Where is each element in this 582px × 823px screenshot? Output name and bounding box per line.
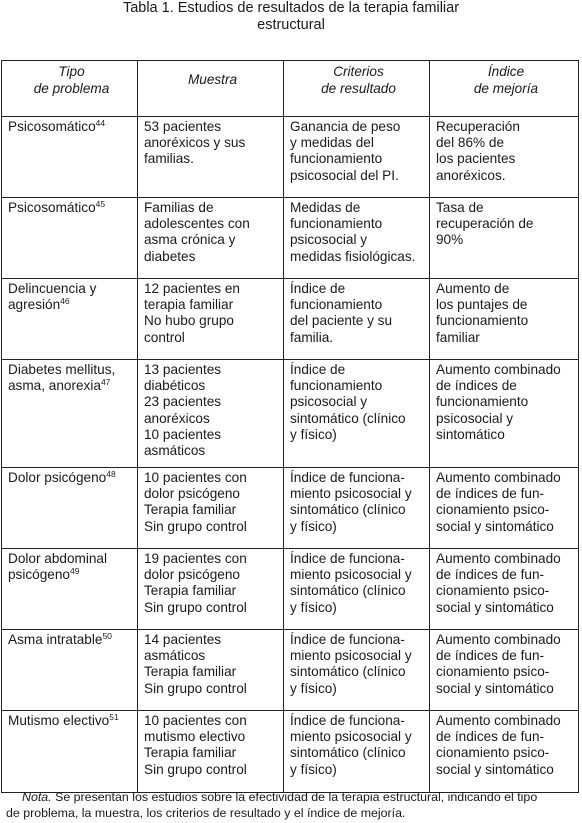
cell-text: Índice de funciona- — [290, 713, 405, 728]
cell-text: del paciente y su — [290, 313, 393, 329]
note-text: Se presentan los estudios sobre la efectividad de la terapia estructural, indicando el tipo — [51, 790, 538, 804]
problem-cell — [2, 630, 138, 711]
improvement-cell — [430, 360, 579, 468]
cell-text-line — [144, 713, 281, 729]
cell-text: cionamiento psico- — [436, 745, 550, 761]
cell-text: terapia familiar — [144, 297, 234, 313]
cell-text: Medidas de — [290, 200, 361, 215]
cell-text: social y sintomático — [436, 761, 554, 777]
cell-text: anoréxicos y sus — [144, 135, 246, 151]
cell-text-line — [436, 330, 576, 346]
cell-text-line — [290, 648, 427, 664]
cell-text-line — [290, 632, 427, 648]
cell-text: Recuperación — [436, 119, 520, 134]
cell-text-line — [290, 600, 427, 616]
table-row — [2, 360, 579, 468]
cell-text-line — [144, 330, 281, 346]
results-table — [1, 60, 579, 793]
cell-text-line — [436, 632, 576, 648]
cell-text: Aumento combinado — [436, 632, 561, 647]
cell-text: funcionamiento — [290, 151, 383, 167]
cell-text: Índice de funciona- — [290, 632, 405, 647]
cell-text-line — [436, 411, 576, 427]
cell-text: sintomático (clínico — [290, 502, 406, 518]
cell-text: Terapia familiar — [144, 745, 237, 761]
cell-text-line — [290, 297, 427, 313]
cell-text-line — [436, 600, 576, 616]
cell-text-line — [436, 729, 576, 745]
cell-text: social y sintomático — [436, 518, 554, 534]
cell-text: 10 pacientes con — [144, 470, 247, 485]
cell-text-line — [290, 713, 427, 729]
cell-text: Psicosomático — [8, 119, 96, 134]
cell-text: Terapia familiar — [144, 502, 237, 518]
header-text: Índice — [487, 64, 525, 79]
table-row — [2, 117, 579, 198]
cell-text: asmáticos — [144, 648, 206, 664]
sample-cell — [138, 198, 284, 279]
cell-text: 90% — [436, 232, 464, 248]
cell-text-line — [144, 583, 281, 599]
cell-text-line — [8, 362, 135, 378]
cell-text-line — [436, 362, 576, 378]
cell-text: familia. — [290, 329, 334, 345]
cell-text-line — [8, 551, 135, 567]
cell-text-line — [290, 729, 427, 745]
cell-text: 10 pacientes — [144, 426, 222, 442]
cell-text: funcionamiento — [290, 216, 383, 232]
criteria-cell — [284, 630, 430, 711]
cell-text: sintomático (clínico — [290, 583, 406, 599]
improvement-cell — [430, 711, 579, 793]
reference-superscript: 45 — [95, 199, 106, 209]
cell-text-line — [144, 443, 281, 459]
cell-text: de índices de fun- — [436, 567, 545, 583]
cell-text-line — [144, 216, 281, 232]
cell-text: asma crónica y — [144, 232, 236, 248]
cell-text: funcionamiento — [290, 378, 383, 394]
cell-text-line — [436, 394, 576, 410]
cell-text: dolor psicógeno — [144, 486, 240, 502]
cell-text: dolor psicógeno — [144, 567, 240, 583]
cell-text-line — [8, 378, 135, 394]
problem-cell — [2, 279, 138, 360]
cell-text: sintomático (clínico — [290, 410, 406, 426]
improvement-cell — [430, 468, 579, 549]
header-text: Criterios — [333, 64, 384, 79]
cell-text-line — [144, 135, 281, 151]
cell-text: de índices de fun- — [436, 648, 545, 664]
cell-text-line — [144, 632, 281, 648]
sample-cell — [138, 360, 284, 468]
table-row — [2, 198, 579, 279]
problem-cell — [2, 198, 138, 279]
cell-text-line — [436, 135, 576, 151]
cell-text-line — [290, 168, 427, 184]
table-row — [2, 630, 579, 711]
cell-text-line — [290, 745, 427, 761]
cell-text-line — [144, 551, 281, 567]
cell-text-line — [436, 486, 576, 502]
cell-text-line — [290, 249, 427, 265]
cell-text: psicosocial del PI. — [290, 167, 399, 183]
cell-text-line — [144, 745, 281, 761]
cell-text-line — [436, 232, 576, 248]
cell-text-line — [8, 713, 135, 729]
table-title-line-1: Tabla 1. Estudios de resultados de la terapia familiar — [122, 0, 460, 16]
cell-text: Dolor abdominal — [8, 551, 107, 566]
cell-text-line — [144, 681, 281, 697]
cell-text: familias. — [144, 151, 194, 167]
table-title — [0, 0, 582, 34]
cell-text: Sin grupo control — [144, 518, 247, 534]
problem-cell — [2, 117, 138, 198]
cell-text-line — [144, 411, 281, 427]
cell-text: de índices de — [436, 378, 517, 394]
sample-cell — [138, 711, 284, 793]
cell-text: diabéticos — [144, 378, 206, 394]
cell-text-line — [144, 470, 281, 486]
cell-text: Aumento combinado — [436, 470, 561, 485]
cell-text-line — [144, 394, 281, 410]
cell-text: familiar — [436, 329, 480, 345]
cell-text: Ganancia de peso — [290, 119, 401, 134]
cell-text: miento psicosocial y — [290, 486, 412, 502]
cell-text: y físico) — [290, 680, 337, 696]
criteria-cell — [284, 117, 430, 198]
cell-text-line — [8, 281, 135, 297]
cell-text: cionamiento psico- — [436, 664, 550, 680]
cell-text-line — [436, 502, 576, 518]
cell-text: psicosocial y — [290, 394, 368, 410]
table-note — [6, 789, 578, 821]
cell-text: cionamiento psico- — [436, 583, 550, 599]
problem-cell — [2, 549, 138, 630]
cell-text: medidas fisiológicas. — [290, 248, 416, 264]
note-label: Nota. — [22, 790, 52, 804]
cell-text: sintomático — [436, 426, 505, 442]
cell-text-line — [8, 632, 135, 648]
problem-cell — [2, 711, 138, 793]
cell-text: anoréxicos. — [436, 167, 506, 183]
cell-text-line — [144, 502, 281, 518]
cell-text-line — [144, 297, 281, 313]
cell-text: Aumento de — [436, 281, 510, 296]
cell-text-line — [436, 567, 576, 583]
reference-superscript: 48 — [106, 469, 116, 479]
cell-text: sintomático (clínico — [290, 664, 406, 680]
improvement-cell — [430, 549, 579, 630]
cell-text: 19 pacientes con — [144, 551, 247, 566]
cell-text: los pacientes — [436, 151, 516, 167]
header-text: Muestra — [187, 72, 238, 87]
cell-text-line — [436, 427, 576, 443]
cell-text-line — [436, 664, 576, 680]
cell-text-line — [436, 583, 576, 599]
cell-text: Diabetes mellitus, — [8, 362, 116, 377]
cell-text: miento psicosocial y — [290, 648, 412, 664]
cell-text-line — [290, 762, 427, 778]
cell-text-line — [436, 216, 576, 232]
cell-text-line — [290, 119, 427, 135]
cell-text-line — [144, 151, 281, 167]
cell-text: anoréxicos — [144, 410, 210, 426]
header-text: de problema — [33, 80, 110, 96]
cell-text-line — [144, 378, 281, 394]
cell-text: Aumento combinado — [436, 362, 561, 377]
cell-text-line — [144, 249, 281, 265]
cell-text-line — [8, 119, 135, 135]
cell-text-line — [144, 119, 281, 135]
sample-cell — [138, 117, 284, 198]
cell-text-line — [144, 200, 281, 216]
header-row — [2, 61, 579, 117]
cell-text-line — [436, 313, 576, 329]
improvement-cell — [430, 198, 579, 279]
reference-superscript: 50 — [102, 631, 112, 641]
cell-text: No hubo grupo — [144, 313, 234, 329]
sample-cell — [138, 468, 284, 549]
cell-text: Asma intratable — [8, 632, 103, 647]
cell-text-line — [290, 664, 427, 680]
header-text: de mejoría — [473, 80, 539, 96]
cell-text: cionamiento psico- — [436, 502, 550, 518]
cell-text-line — [290, 394, 427, 410]
cell-text-line — [436, 762, 576, 778]
cell-text: 13 pacientes — [144, 362, 222, 377]
cell-text-line — [8, 567, 135, 583]
criteria-cell — [284, 198, 430, 279]
cell-text: del 86% de — [436, 135, 505, 151]
cell-text: Índice de funciona- — [290, 470, 405, 485]
cell-text-line — [436, 713, 576, 729]
header-outcome-criteria — [284, 61, 430, 117]
cell-text: Familias de — [144, 200, 214, 215]
sample-cell — [138, 549, 284, 630]
sample-cell — [138, 630, 284, 711]
cell-text: psicosocial y — [290, 232, 368, 248]
cell-text-line — [436, 119, 576, 135]
cell-text: Terapia familiar — [144, 583, 237, 599]
cell-text-line — [290, 330, 427, 346]
cell-text: Sin grupo control — [144, 599, 247, 615]
cell-text: Terapia familiar — [144, 664, 237, 680]
cell-text-line — [436, 281, 576, 297]
cell-text: control — [144, 329, 185, 345]
cell-text-line — [290, 151, 427, 167]
cell-text: de índices de fun- — [436, 729, 545, 745]
cell-text: y físico) — [290, 761, 337, 777]
cell-text: y medidas del — [290, 135, 374, 151]
cell-text: Aumento combinado — [436, 551, 561, 566]
table-row — [2, 549, 579, 630]
cell-text: agresión — [8, 297, 61, 313]
cell-text-line — [290, 200, 427, 216]
cell-text: Índice de — [290, 362, 346, 377]
cell-text-line — [290, 519, 427, 535]
cell-text-line — [144, 313, 281, 329]
cell-text: y físico) — [290, 599, 337, 615]
cell-text-line — [290, 427, 427, 443]
cell-text-line — [144, 567, 281, 583]
table-row — [2, 711, 579, 793]
sample-cell — [138, 279, 284, 360]
cell-text-line — [144, 664, 281, 680]
reference-superscript: 47 — [100, 377, 111, 388]
cell-text: asmáticos — [144, 443, 206, 459]
cell-text: 10 pacientes con — [144, 713, 247, 728]
cell-text-line — [144, 729, 281, 745]
cell-text: Mutismo electivo — [8, 713, 110, 728]
cell-text-line — [290, 551, 427, 567]
cell-text-line — [144, 600, 281, 616]
improvement-cell — [430, 117, 579, 198]
cell-text: funcionamiento — [436, 394, 529, 410]
cell-text: los puntajes de — [436, 297, 528, 313]
header-improvement-index — [430, 61, 579, 117]
cell-text-line — [290, 502, 427, 518]
cell-text: Índice de — [290, 281, 346, 296]
criteria-cell — [284, 468, 430, 549]
cell-text: Dolor psicógeno — [8, 470, 107, 485]
cell-text: Aumento combinado — [436, 713, 561, 728]
cell-text-line — [144, 762, 281, 778]
cell-text-line — [436, 378, 576, 394]
header-text: de resultado — [321, 80, 396, 96]
cell-text: funcionamiento — [290, 297, 383, 313]
cell-text: social y sintomático — [436, 680, 554, 696]
cell-text: mutismo electivo — [144, 729, 246, 745]
cell-text: recuperación de — [436, 216, 534, 232]
improvement-cell — [430, 279, 579, 360]
reference-superscript: 46 — [60, 296, 70, 307]
cell-text-line — [290, 411, 427, 427]
cell-text: Índice de funciona- — [290, 551, 405, 566]
cell-text: y físico) — [290, 426, 337, 442]
criteria-cell — [284, 549, 430, 630]
cell-text-line — [436, 681, 576, 697]
table-row — [2, 468, 579, 549]
cell-text-line — [290, 470, 427, 486]
problem-cell — [2, 468, 138, 549]
cell-text: Tasa de — [436, 200, 484, 215]
cell-text-line — [144, 648, 281, 664]
cell-text-line — [290, 216, 427, 232]
cell-text-line — [290, 378, 427, 394]
cell-text: psicógeno — [8, 567, 70, 583]
reference-superscript: 49 — [69, 566, 80, 577]
cell-text-line — [436, 551, 576, 567]
cell-text: 23 pacientes — [144, 394, 222, 410]
cell-text: miento psicosocial y — [290, 567, 412, 583]
header-text: Tipo — [58, 64, 85, 79]
cell-text-line — [436, 470, 576, 486]
cell-text-line — [8, 200, 135, 216]
cell-text: Psicosomático — [8, 200, 96, 215]
note-line-2: de problema, la muestra, los criterios de resultado y el índice de mejoría. — [6, 806, 406, 820]
cell-text: miento psicosocial y — [290, 729, 412, 745]
cell-text-line — [436, 648, 576, 664]
cell-text-line — [290, 313, 427, 329]
criteria-cell — [284, 711, 430, 793]
cell-text: Delincuencia y — [8, 281, 97, 296]
cell-text: 14 pacientes — [144, 632, 222, 647]
cell-text-line — [8, 297, 135, 313]
cell-text-line — [144, 281, 281, 297]
cell-text-line — [290, 232, 427, 248]
header-problem-type — [2, 61, 138, 117]
cell-text: funcionamiento — [436, 313, 529, 329]
cell-text-line — [436, 745, 576, 761]
cell-text-line — [436, 519, 576, 535]
cell-text-line — [290, 583, 427, 599]
cell-text-line — [290, 362, 427, 378]
reference-superscript: 44 — [95, 118, 106, 128]
cell-text-line — [144, 427, 281, 443]
cell-text-line — [144, 362, 281, 378]
cell-text-line — [144, 519, 281, 535]
criteria-cell — [284, 360, 430, 468]
cell-text-line — [436, 297, 576, 313]
cell-text: psicosocial y — [436, 410, 514, 426]
note-line-1 — [6, 789, 578, 805]
table-row — [2, 279, 579, 360]
cell-text-line — [144, 486, 281, 502]
cell-text-line — [144, 232, 281, 248]
cell-text-line — [436, 200, 576, 216]
reference-superscript: 51 — [109, 712, 119, 722]
header-sample — [138, 61, 284, 117]
cell-text: de índices de fun- — [436, 486, 545, 502]
table-header — [2, 61, 579, 117]
cell-text-line — [290, 281, 427, 297]
cell-text: diabetes — [144, 248, 196, 264]
cell-text: Sin grupo control — [144, 761, 247, 777]
cell-text-line — [290, 681, 427, 697]
cell-text: asma, anorexia — [8, 378, 101, 394]
table-title-line-2: estructural — [257, 17, 325, 33]
cell-text: 12 pacientes en — [144, 281, 240, 296]
cell-text-line — [290, 135, 427, 151]
table-body — [2, 117, 579, 793]
cell-text: 53 pacientes — [144, 119, 222, 134]
cell-text: social y sintomático — [436, 599, 554, 615]
improvement-cell — [430, 630, 579, 711]
cell-text-line — [436, 168, 576, 184]
cell-text: Sin grupo control — [144, 680, 247, 696]
cell-text-line — [290, 567, 427, 583]
criteria-cell — [284, 279, 430, 360]
cell-text: y físico) — [290, 518, 337, 534]
cell-text-line — [8, 470, 135, 486]
cell-text-line — [436, 151, 576, 167]
problem-cell — [2, 360, 138, 468]
cell-text: adolescentes con — [144, 216, 250, 232]
cell-text-line — [290, 486, 427, 502]
cell-text: sintomático (clínico — [290, 745, 406, 761]
